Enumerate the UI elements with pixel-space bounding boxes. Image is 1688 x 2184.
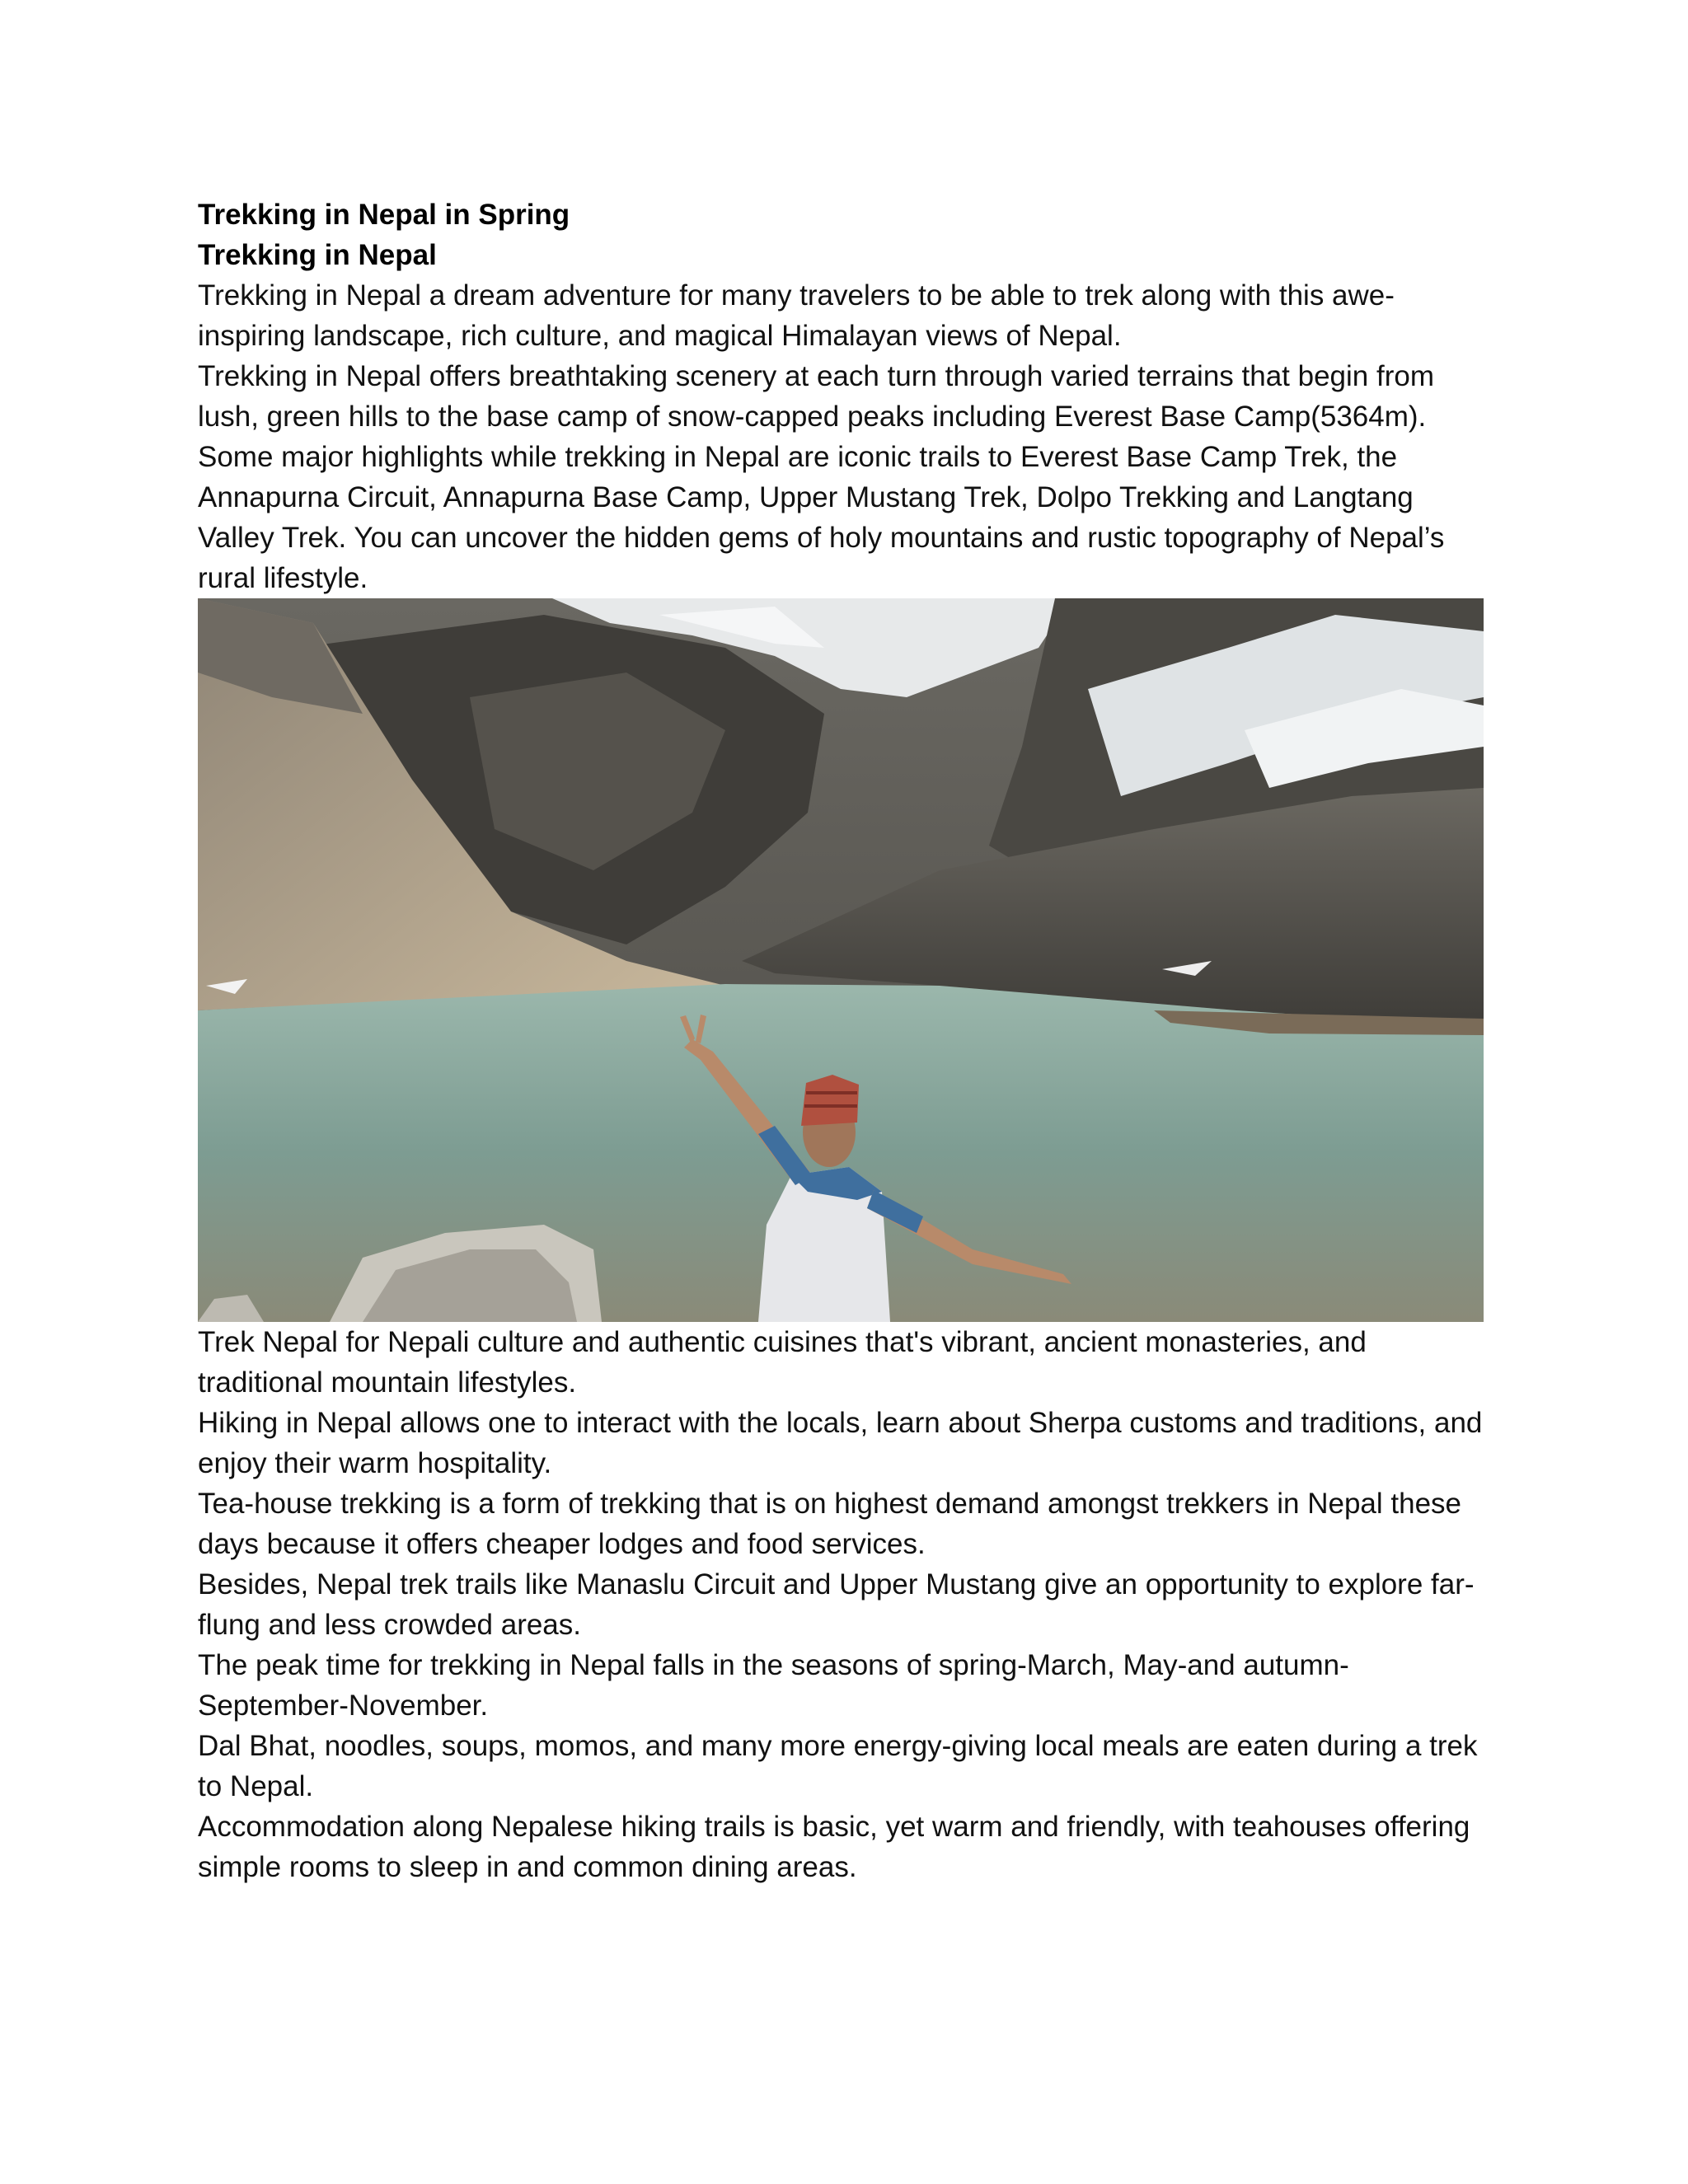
paragraph: Besides, Nepal trek trails like Manaslu Circuit and Upper Mustang give an opportunity to explore far-flung and less crowded areas. [198,1568,1475,1641]
document-title: Trekking in Nepal in Spring [198,199,570,231]
paragraph: Dal Bhat, noodles, soups, momos, and many more energy-giving local meals are eaten during a trek to Nepal. [198,1730,1478,1802]
document-subtitle: Trekking in Nepal [198,239,437,271]
paragraph: Trekking in Nepal a dream adventure for many travelers to be able to trek along with this awe-inspiring landscape, rich culture, and magical Himalayan views of Nepal. [198,279,1395,352]
paragraph: The peak time for trekking in Nepal falls in the seasons of spring-March, May-and autumn-September-November. [198,1649,1349,1722]
paragraph: Accommodation along Nepalese hiking trails is basic, yet warm and friendly, with teahouses offering simple rooms to sleep in and common dining areas. [198,1811,1470,1883]
paragraph: Some major highlights while trekking in Nepal are iconic trails to Everest Base Camp Trek, the Annapurna Circuit, Annapurna Base Camp, Upper Mustang Trek, Dolpo Trekking and Langtang Valley Trek. You can uncover the hidden gems of holy mountains and rustic topography of Nepal’s rural lifestyle. [198,441,1445,594]
paragraph: Trek Nepal for Nepali culture and authentic cuisines that's vibrant, ancient monasteries, and traditional mountain lifestyles. [198,1326,1367,1399]
paragraph: Tea-house trekking is a form of trekking that is on highest demand amongst trekkers in Nepal these days because it offers cheaper lodges and food services. [198,1488,1462,1560]
trekker-lake-photo [198,598,1484,1322]
paragraph: Trekking in Nepal offers breathtaking scenery at each turn through varied terrains that begin from lush, green hills to the base camp of snow-capped peaks including Everest Base Camp(5364m). [198,360,1434,433]
paragraph: Hiking in Nepal allows one to interact with the locals, learn about Sherpa customs and traditions, and enjoy their warm hospitality. [198,1407,1483,1479]
document-body [198,194,1492,1887]
